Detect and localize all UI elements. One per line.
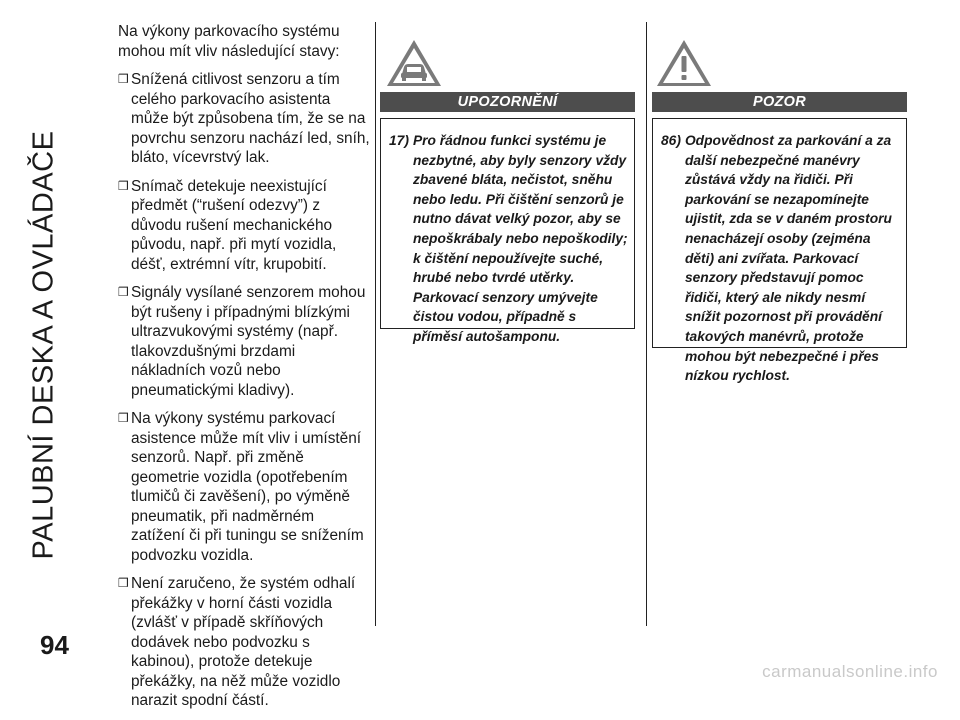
checkbox-bullet-icon: ❒ [118, 411, 129, 425]
checkbox-bullet-icon: ❒ [118, 285, 129, 299]
notice-heading: UPOZORNĚNÍ [380, 92, 635, 112]
note-text: Pro řádnou funkci systému je nezbytné, aby byly senzory vždy zbavené bláta, nečistot, sněhu nebo ledu. Při čištění senzorů je nutno dávat velký pozor, aby se nepoškrábaly nebo nepoškodily; k čištění nepoužívejte suché, hrubé nebo tvrdé utěrky. Parkovací senzory umývejte čistou vodou, případně s příměsí autošamponu. [412, 133, 628, 344]
warning-heading: POZOR [652, 92, 907, 112]
list-item: ❒ Na výkony systému parkovací asistence může mít vliv i umístění senzorů. Např. při změně geometrie vozidla (opotřebením tlumičů či zavěšení), po výměně pneumatik, při nadměrném zatížení či při tuningu se snížením podvozku vozidla. [118, 410, 364, 564]
list-item: ❒ Snímač detekuje neexistující předmět (“rušení odezvy”) z důvodu rušení mechanického původu, např. při mytí vozidla, déšť, extrémní vítr, krupobití. [118, 177, 337, 273]
note-17 [389, 131, 628, 347]
checkbox-bullet-icon: ❒ [118, 178, 129, 193]
note-number: 86) [661, 133, 681, 148]
section-title: PALUBNÍ DESKA A OVLÁDAČE [27, 130, 60, 560]
page-number: 94 [40, 630, 69, 660]
column-divider [375, 22, 376, 626]
note-number: 17) [389, 133, 409, 148]
list-item: ❒ Snížená citlivost senzoru a tím celého parkovacího asistenta může být způsobena tím, že se na povrchu senzoru nachází led, sníh, bláto, vícevrstvý lak. [118, 71, 370, 166]
column-divider [646, 22, 647, 626]
warning-box [652, 118, 907, 384]
list-item: ❒ Signály vysílané senzorem mohou být rušeny i případnými blízkými ultrazvukovými systémy (např. tlakovzdušnými brzdami nákladních vozů nebo pneumatickými kladivy). [118, 284, 366, 399]
intro-paragraph: Na výkony parkovacího systému mohou mít vliv následující stavy: [118, 23, 340, 60]
main-text-column [118, 22, 370, 720]
checkbox-bullet-icon: ❒ [118, 576, 129, 590]
exclamation-warning-icon [655, 38, 713, 88]
note-86 [661, 131, 900, 386]
notice-box [380, 118, 635, 344]
note-text: Odpovědnost za parkování a za další nebezpečné manévry zůstává vždy na řidiči. Při parkování se nezapomínejte ujistit, zda se v daném prostoru nenacházejí osoby (zejména děti) ani zvířata. Parkovací senzory představují pomoc řidiči, který ale nikdy nesmí snížit pozornost při provádění takových manévrů, protože mohou být nebezpečné i přes nízkou rychlost. [684, 133, 892, 384]
checkbox-bullet-icon: ❒ [118, 72, 129, 86]
list-item: ❒ Není zaručeno, že systém odhalí překážky v horní části vozidla (zvlášť v případě skříňových dodávek nebo podvozku s kabinou), protože detekuje překážky, na něž může vozidlo narazit spodní částí. [118, 575, 356, 709]
car-warning-icon [385, 38, 443, 88]
watermark: carmanualsonline.info [762, 662, 938, 681]
